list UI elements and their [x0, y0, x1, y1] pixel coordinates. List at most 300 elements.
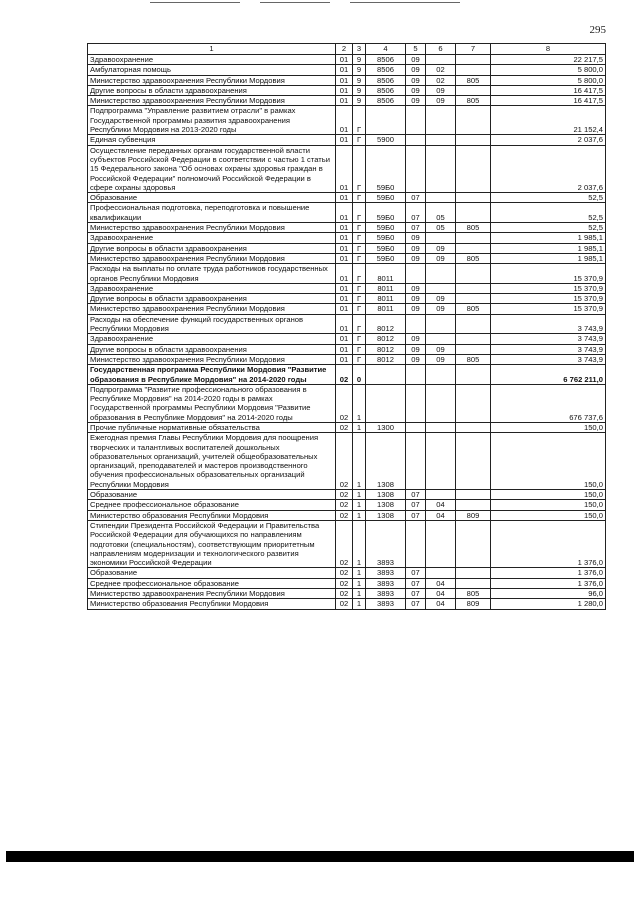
row-name-cell: Здравоохранение — [88, 283, 336, 293]
subdivision-code-cell — [426, 334, 456, 344]
table-row — [88, 203, 606, 223]
amount-cell: 15 370,9 — [491, 294, 606, 304]
division-code-cell — [406, 145, 426, 192]
amount-cell: 15 370,9 — [491, 283, 606, 293]
table-row — [88, 294, 606, 304]
amount-cell: 5 800,0 — [491, 75, 606, 85]
amount-cell: 3 743,9 — [491, 344, 606, 354]
table-row — [88, 422, 606, 432]
table-row — [88, 75, 606, 85]
section-code-cell: 01 — [336, 304, 353, 314]
subprogram-code-cell: Г — [353, 344, 366, 354]
agency-code-cell — [456, 334, 491, 344]
agency-code-cell — [456, 490, 491, 500]
row-name-cell: Государственная программа Республики Мордовия "Развитие образования в Республике Мордовия" на 2014-2020 годы — [88, 365, 336, 385]
agency-code-cell — [456, 500, 491, 510]
row-name-cell: Осуществление переданных органам государственной власти субъектов Российской Федерации в соответствии с частью 1 статьи 15 Федерального закона "Об основах охраны здоровья граждан в Российской Федерации" полномочий Российской Федерации в сфере охраны здоровья — [88, 145, 336, 192]
amount-cell: 150,0 — [491, 510, 606, 520]
amount-cell: 3 743,9 — [491, 334, 606, 344]
amount-cell: 5 800,0 — [491, 65, 606, 75]
subdivision-code-cell — [426, 193, 456, 203]
amount-cell: 1 280,0 — [491, 599, 606, 609]
section-code-cell: 01 — [336, 253, 353, 263]
amount-cell: 1 985,1 — [491, 253, 606, 263]
section-code-cell: 01 — [336, 344, 353, 354]
section-code-cell: 01 — [336, 96, 353, 106]
target-code-cell: 8012 — [366, 334, 406, 344]
amount-cell: 52,5 — [491, 203, 606, 223]
target-code-cell: 3893 — [366, 568, 406, 578]
target-code-cell: 1300 — [366, 422, 406, 432]
header-cell: 6 — [426, 44, 456, 55]
division-code-cell: 09 — [406, 96, 426, 106]
row-name-cell: Здравоохранение — [88, 55, 336, 65]
subprogram-code-cell: Г — [353, 145, 366, 192]
amount-cell: 3 743,9 — [491, 354, 606, 364]
division-code-cell — [406, 135, 426, 145]
row-name-cell: Другие вопросы в области здравоохранения — [88, 294, 336, 304]
row-name-cell: Министерство здравоохранения Республики Мордовия — [88, 304, 336, 314]
subdivision-code-cell: 04 — [426, 500, 456, 510]
header-cell: 4 — [366, 44, 406, 55]
scan-edge-line-right — [350, 2, 460, 3]
division-code-cell: 07 — [406, 578, 426, 588]
agency-code-cell — [456, 55, 491, 65]
subdivision-code-cell — [426, 283, 456, 293]
subdivision-code-cell — [426, 135, 456, 145]
amount-cell: 15 370,9 — [491, 304, 606, 314]
row-name-cell: Расходы на выплаты по оплате труда работников государственных органов Республики Мордовия — [88, 264, 336, 284]
section-code-cell: 02 — [336, 433, 353, 490]
subprogram-code-cell: Г — [353, 283, 366, 293]
division-code-cell: 07 — [406, 589, 426, 599]
division-code-cell — [406, 433, 426, 490]
table-row — [88, 354, 606, 364]
amount-cell: 16 417,5 — [491, 85, 606, 95]
agency-code-cell — [456, 85, 491, 95]
subdivision-code-cell — [426, 314, 456, 334]
agency-code-cell — [456, 233, 491, 243]
target-code-cell: 1308 — [366, 433, 406, 490]
section-code-cell: 02 — [336, 500, 353, 510]
agency-code-cell: 805 — [456, 253, 491, 263]
table-row — [88, 334, 606, 344]
row-name-cell: Министерство здравоохранения Республики Мордовия — [88, 354, 336, 364]
subprogram-code-cell: Г — [353, 233, 366, 243]
row-name-cell: Другие вопросы в области здравоохранения — [88, 85, 336, 95]
amount-cell: 150,0 — [491, 490, 606, 500]
section-code-cell: 02 — [336, 422, 353, 432]
header-cell: 2 — [336, 44, 353, 55]
section-code-cell: 02 — [336, 365, 353, 385]
row-name-cell: Другие вопросы в области здравоохранения — [88, 243, 336, 253]
agency-code-cell: 809 — [456, 510, 491, 520]
subdivision-code-cell: 09 — [426, 85, 456, 95]
subprogram-code-cell: Г — [353, 294, 366, 304]
subdivision-code-cell: 09 — [426, 253, 456, 263]
header-cell: 7 — [456, 44, 491, 55]
budget-table — [87, 43, 606, 610]
division-code-cell: 07 — [406, 599, 426, 609]
section-code-cell: 02 — [336, 510, 353, 520]
agency-code-cell — [456, 433, 491, 490]
target-code-cell — [366, 106, 406, 135]
table-row — [88, 223, 606, 233]
division-code-cell: 07 — [406, 490, 426, 500]
subdivision-code-cell — [426, 422, 456, 432]
amount-cell: 52,5 — [491, 223, 606, 233]
section-code-cell: 01 — [336, 145, 353, 192]
section-code-cell: 01 — [336, 65, 353, 75]
section-code-cell: 01 — [336, 75, 353, 85]
header-row — [88, 44, 606, 55]
section-code-cell: 02 — [336, 589, 353, 599]
division-code-cell: 09 — [406, 334, 426, 344]
subprogram-code-cell: 9 — [353, 65, 366, 75]
row-name-cell: Министерство образования Республики Мордовия — [88, 510, 336, 520]
subdivision-code-cell — [426, 55, 456, 65]
agency-code-cell — [456, 314, 491, 334]
target-code-cell: 8011 — [366, 283, 406, 293]
section-code-cell: 01 — [336, 85, 353, 95]
target-code-cell: 59Б0 — [366, 243, 406, 253]
table-row — [88, 314, 606, 334]
table-row — [88, 55, 606, 65]
amount-cell: 676 737,6 — [491, 384, 606, 422]
subdivision-code-cell: 04 — [426, 510, 456, 520]
row-name-cell: Стипендии Президента Российской Федерации и Правительства Российской Федерации для обучающихся по направлениям подготовки (специальностям), соответствующим приоритетным направлениям модернизации и технологического развития экономики Российской Федерации — [88, 520, 336, 567]
agency-code-cell — [456, 203, 491, 223]
division-code-cell: 07 — [406, 203, 426, 223]
row-name-cell: Образование — [88, 568, 336, 578]
subdivision-code-cell — [426, 568, 456, 578]
section-code-cell: 01 — [336, 55, 353, 65]
target-code-cell: 8012 — [366, 314, 406, 334]
target-code-cell: 8506 — [366, 96, 406, 106]
subdivision-code-cell — [426, 145, 456, 192]
division-code-cell: 07 — [406, 193, 426, 203]
amount-cell: 150,0 — [491, 500, 606, 510]
target-code-cell: 5900 — [366, 135, 406, 145]
row-name-cell: Среднее профессиональное образование — [88, 578, 336, 588]
scan-edge-line-mid — [260, 2, 330, 3]
agency-code-cell: 805 — [456, 589, 491, 599]
subdivision-code-cell — [426, 520, 456, 567]
amount-cell: 3 743,9 — [491, 314, 606, 334]
division-code-cell — [406, 314, 426, 334]
agency-code-cell: 805 — [456, 75, 491, 85]
row-name-cell: Ежегодная премия Главы Республики Мордовия для поощрения творческих и талантливых воспитателей дошкольных образовательных организаций, учителей общеобразовательных организаций, преподавателей и мастеров производственного обучения профессиональных образовательных организаций Республики Мордовия — [88, 433, 336, 490]
section-code-cell: 01 — [336, 203, 353, 223]
section-code-cell: 01 — [336, 294, 353, 304]
agency-code-cell — [456, 578, 491, 588]
table-row — [88, 135, 606, 145]
division-code-cell: 09 — [406, 253, 426, 263]
header-cell: 5 — [406, 44, 426, 55]
table-row — [88, 253, 606, 263]
agency-code-cell: 805 — [456, 354, 491, 364]
section-code-cell: 02 — [336, 520, 353, 567]
subdivision-code-cell: 04 — [426, 589, 456, 599]
subdivision-code-cell: 05 — [426, 223, 456, 233]
agency-code-cell — [456, 145, 491, 192]
row-name-cell: Образование — [88, 490, 336, 500]
section-code-cell: 01 — [336, 283, 353, 293]
division-code-cell: 09 — [406, 354, 426, 364]
table-row — [88, 283, 606, 293]
row-name-cell: Образование — [88, 193, 336, 203]
division-code-cell — [406, 365, 426, 385]
row-name-cell: Здравоохранение — [88, 233, 336, 243]
division-code-cell: 09 — [406, 55, 426, 65]
table-row — [88, 500, 606, 510]
subprogram-code-cell: 1 — [353, 520, 366, 567]
subdivision-code-cell — [426, 233, 456, 243]
header-cell: 3 — [353, 44, 366, 55]
division-code-cell: 07 — [406, 223, 426, 233]
subprogram-code-cell: 1 — [353, 589, 366, 599]
amount-cell: 16 417,5 — [491, 96, 606, 106]
target-code-cell: 8012 — [366, 354, 406, 364]
division-code-cell: 09 — [406, 304, 426, 314]
agency-code-cell — [456, 193, 491, 203]
target-code-cell: 8506 — [366, 55, 406, 65]
table-row — [88, 589, 606, 599]
agency-code-cell: 805 — [456, 304, 491, 314]
row-name-cell: Здравоохранение — [88, 334, 336, 344]
table-row — [88, 106, 606, 135]
subprogram-code-cell: Г — [353, 314, 366, 334]
amount-cell: 6 762 211,0 — [491, 365, 606, 385]
subprogram-code-cell: Г — [353, 193, 366, 203]
agency-code-cell — [456, 422, 491, 432]
section-code-cell: 02 — [336, 599, 353, 609]
division-code-cell: 09 — [406, 75, 426, 85]
row-name-cell: Профессиональная подготовка, переподготовка и повышение квалификации — [88, 203, 336, 223]
row-name-cell: Министерство здравоохранения Республики Мордовия — [88, 589, 336, 599]
row-name-cell: Министерство здравоохранения Республики Мордовия — [88, 223, 336, 233]
section-code-cell: 01 — [336, 314, 353, 334]
division-code-cell: 09 — [406, 233, 426, 243]
agency-code-cell: 805 — [456, 96, 491, 106]
agency-code-cell — [456, 365, 491, 385]
division-code-cell: 09 — [406, 344, 426, 354]
target-code-cell: 59Б0 — [366, 203, 406, 223]
subprogram-code-cell: Г — [353, 243, 366, 253]
section-code-cell: 01 — [336, 334, 353, 344]
subprogram-code-cell: Г — [353, 253, 366, 263]
row-name-cell: Министерство образования Республики Мордовия — [88, 599, 336, 609]
agency-code-cell — [456, 568, 491, 578]
subprogram-code-cell: 9 — [353, 85, 366, 95]
table-row — [88, 193, 606, 203]
target-code-cell: 1308 — [366, 500, 406, 510]
table-row — [88, 65, 606, 75]
row-name-cell: Министерство здравоохранения Республики Мордовия — [88, 75, 336, 85]
subdivision-code-cell: 09 — [426, 294, 456, 304]
subdivision-code-cell: 04 — [426, 599, 456, 609]
subdivision-code-cell: 09 — [426, 344, 456, 354]
target-code-cell: 8506 — [366, 85, 406, 95]
amount-cell: 22 217,5 — [491, 55, 606, 65]
subdivision-code-cell — [426, 384, 456, 422]
header-cell: 8 — [491, 44, 606, 55]
target-code-cell: 59Б0 — [366, 233, 406, 243]
row-name-cell: Среднее профессиональное образование — [88, 500, 336, 510]
table-row — [88, 233, 606, 243]
subprogram-code-cell: Г — [353, 334, 366, 344]
division-code-cell — [406, 422, 426, 432]
agency-code-cell — [456, 283, 491, 293]
row-name-cell: Подпрограмма "Управление развитием отрасли" в рамках Государственной программы развития здравоохранения Республики Мордовия на 2013-2020 годы — [88, 106, 336, 135]
table-row — [88, 490, 606, 500]
row-name-cell: Министерство здравоохранения Республики Мордовия — [88, 253, 336, 263]
subprogram-code-cell: Г — [353, 354, 366, 364]
subprogram-code-cell: 0 — [353, 365, 366, 385]
amount-cell: 1 376,0 — [491, 520, 606, 567]
subprogram-code-cell: 1 — [353, 568, 366, 578]
subprogram-code-cell: 1 — [353, 578, 366, 588]
amount-cell: 2 037,6 — [491, 145, 606, 192]
section-code-cell: 01 — [336, 193, 353, 203]
division-code-cell: 09 — [406, 283, 426, 293]
subdivision-code-cell: 09 — [426, 304, 456, 314]
agency-code-cell — [456, 135, 491, 145]
division-code-cell: 09 — [406, 294, 426, 304]
target-code-cell: 8011 — [366, 264, 406, 284]
amount-cell: 1 376,0 — [491, 568, 606, 578]
table-row — [88, 85, 606, 95]
row-name-cell: Единая субвенция — [88, 135, 336, 145]
subprogram-code-cell: 1 — [353, 490, 366, 500]
target-code-cell: 8506 — [366, 65, 406, 75]
division-code-cell — [406, 264, 426, 284]
target-code-cell: 59Б0 — [366, 253, 406, 263]
agency-code-cell: 805 — [456, 223, 491, 233]
division-code-cell: 09 — [406, 65, 426, 75]
section-code-cell: 02 — [336, 384, 353, 422]
target-code-cell: 1308 — [366, 510, 406, 520]
agency-code-cell — [456, 264, 491, 284]
target-code-cell: 3893 — [366, 589, 406, 599]
row-name-cell: Амбулаторная помощь — [88, 65, 336, 75]
amount-cell: 1 985,1 — [491, 243, 606, 253]
table-row — [88, 578, 606, 588]
division-code-cell: 09 — [406, 85, 426, 95]
section-code-cell: 01 — [336, 233, 353, 243]
row-name-cell: Другие вопросы в области здравоохранения — [88, 344, 336, 354]
table-row — [88, 304, 606, 314]
subdivision-code-cell: 09 — [426, 243, 456, 253]
target-code-cell — [366, 365, 406, 385]
subdivision-code-cell: 09 — [426, 96, 456, 106]
subprogram-code-cell: 1 — [353, 500, 366, 510]
section-code-cell: 02 — [336, 490, 353, 500]
table-row — [88, 145, 606, 192]
subprogram-code-cell: 9 — [353, 55, 366, 65]
target-code-cell: 59Б0 — [366, 145, 406, 192]
target-code-cell: 3893 — [366, 520, 406, 567]
amount-cell: 52,5 — [491, 193, 606, 203]
table-row — [88, 365, 606, 385]
section-code-cell: 01 — [336, 135, 353, 145]
table-row — [88, 510, 606, 520]
page-number: 295 — [589, 24, 606, 36]
amount-cell: 21 152,4 — [491, 106, 606, 135]
division-code-cell: 09 — [406, 243, 426, 253]
subdivision-code-cell — [426, 264, 456, 284]
subprogram-code-cell: Г — [353, 304, 366, 314]
table-row — [88, 568, 606, 578]
amount-cell: 15 370,9 — [491, 264, 606, 284]
subprogram-code-cell: Г — [353, 106, 366, 135]
agency-code-cell — [456, 344, 491, 354]
header-cell: 1 — [88, 44, 336, 55]
subprogram-code-cell: Г — [353, 223, 366, 233]
target-code-cell: 8506 — [366, 75, 406, 85]
division-code-cell — [406, 106, 426, 135]
target-code-cell: 59Б0 — [366, 223, 406, 233]
target-code-cell: 8011 — [366, 304, 406, 314]
agency-code-cell — [456, 384, 491, 422]
subprogram-code-cell: 9 — [353, 75, 366, 85]
section-code-cell: 02 — [336, 568, 353, 578]
target-code-cell: 8011 — [366, 294, 406, 304]
amount-cell: 1 376,0 — [491, 578, 606, 588]
division-code-cell — [406, 520, 426, 567]
division-code-cell — [406, 384, 426, 422]
scan-bottom-bar — [6, 851, 634, 862]
amount-cell: 96,0 — [491, 589, 606, 599]
row-name-cell: Расходы на обеспечение функций государственных органов Республики Мордовия — [88, 314, 336, 334]
subprogram-code-cell: 1 — [353, 384, 366, 422]
section-code-cell: 01 — [336, 106, 353, 135]
section-code-cell: 01 — [336, 243, 353, 253]
subdivision-code-cell — [426, 433, 456, 490]
section-code-cell: 01 — [336, 354, 353, 364]
subdivision-code-cell: 09 — [426, 354, 456, 364]
subdivision-code-cell — [426, 490, 456, 500]
table-row — [88, 96, 606, 106]
amount-cell: 150,0 — [491, 433, 606, 490]
target-code-cell: 3893 — [366, 578, 406, 588]
target-code-cell — [366, 384, 406, 422]
agency-code-cell — [456, 520, 491, 567]
target-code-cell: 3893 — [366, 599, 406, 609]
row-name-cell: Прочие публичные нормативные обязательства — [88, 422, 336, 432]
table-row — [88, 599, 606, 609]
table-row — [88, 433, 606, 490]
subdivision-code-cell: 02 — [426, 65, 456, 75]
subprogram-code-cell: Г — [353, 135, 366, 145]
target-code-cell: 1308 — [366, 490, 406, 500]
table-row — [88, 243, 606, 253]
subdivision-code-cell — [426, 106, 456, 135]
agency-code-cell — [456, 65, 491, 75]
scan-edge-line-left — [150, 2, 240, 3]
division-code-cell: 07 — [406, 510, 426, 520]
division-code-cell: 07 — [406, 568, 426, 578]
agency-code-cell — [456, 294, 491, 304]
division-code-cell: 07 — [406, 500, 426, 510]
subdivision-code-cell — [426, 365, 456, 385]
table-row — [88, 384, 606, 422]
row-name-cell: Министерство здравоохранения Республики Мордовия — [88, 96, 336, 106]
subdivision-code-cell: 05 — [426, 203, 456, 223]
agency-code-cell — [456, 106, 491, 135]
amount-cell: 1 985,1 — [491, 233, 606, 243]
subdivision-code-cell: 02 — [426, 75, 456, 85]
